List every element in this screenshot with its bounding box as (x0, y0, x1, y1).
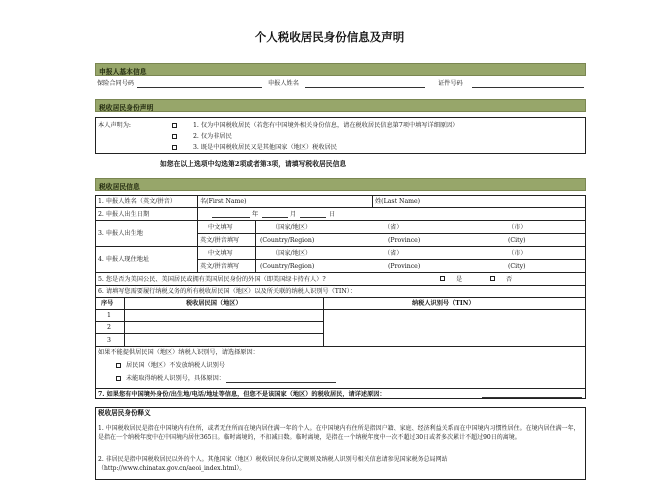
declaration-label: 本人声明为: (98, 122, 132, 129)
explanation-paragraph-1: 1. 中国税收居民是指在中国境内有住所，或者无住所而在境内居住满一年的个人。在中国境内有住所是指因户籍、家庭、经济利益关系而在中国境内习惯性居住。在境内居住满一年，是指在一个纳税年度中在中国境内居住365日。临时离境的，不扣减日数。临时离境，是指在一个纳税年度中一次不超过30日或者多次累计不超过90日的离境。 (98, 425, 580, 442)
birthplace-city-cn[interactable]: （市） (508, 224, 527, 231)
row4-label: 4. 申报人现住地址 (98, 256, 150, 263)
birthplace-cn-label: 中文填写 (208, 224, 233, 231)
section-header-basic: 申报人基本信息 (95, 63, 586, 76)
explanation-title: 税收居民身份释义 (98, 409, 151, 417)
birth-year-field[interactable] (212, 217, 250, 218)
explanation-paragraph-2: 2. 非居民是指中国税收居民以外的个人。其他国家（地区）税收居民身份认定规则及纳税人识别号相关信息请参见国家税务总局网站（http://www.chinatax.gov.cn/aeoi_index.html）。 (98, 456, 448, 473)
row2-label: 2. 申报人出生日期 (98, 211, 150, 218)
us-person-no-label: 否 (506, 276, 513, 283)
birthplace-city-en[interactable]: (City) (508, 237, 526, 244)
last-name-field[interactable]: 姓(Last Name) (375, 198, 421, 205)
first-name-field[interactable]: 名(First Name) (200, 198, 247, 205)
birthplace-country-en[interactable]: (Country/Region) (260, 237, 315, 244)
row7-label: 7. 如果您有中国境外身份/出生地/电话/地址等信息，但您不是该国家（地区）的税收居民，请详述原因： (98, 391, 386, 398)
applicant-name-label: 申报人姓名 (268, 80, 299, 87)
applicant-name-field[interactable] (305, 87, 425, 88)
no-tin-reason-2-checkbox[interactable] (116, 376, 121, 381)
row1-label: 1. 申报人姓名（英文/拼音） (98, 198, 177, 205)
birthplace-province-cn[interactable]: （省） (384, 224, 403, 231)
birthplace-province-en[interactable]: (Province) (388, 237, 421, 244)
no-tin-reason-1-text: 居民国（地区）不发放纳税人识别号 (126, 362, 225, 369)
birthplace-country-cn[interactable]: （国家/地区） (272, 224, 312, 231)
address-province-cn[interactable]: （省） (384, 250, 403, 257)
month-label: 月 (290, 211, 297, 218)
policy-number-label: 保险合同号码 (97, 80, 135, 87)
address-country-en[interactable]: (Country/Region) (260, 263, 315, 270)
col-header-tin: 纳税人识别号（TIN） (412, 300, 475, 307)
row3-label: 3. 申报人出生地 (98, 230, 143, 237)
birthplace-en-label: 英文/拼音填写 (200, 237, 240, 244)
section-header-info: 税收居民信息 (95, 178, 586, 191)
birth-month-field[interactable] (262, 217, 288, 218)
no-tin-reason-field[interactable] (226, 382, 336, 383)
row5-label: 5. 您是否为美国公民、美国居民或拥有美国居民身份的外国（即美国绿卡持有人）? (98, 276, 326, 283)
address-cn-label: 中文填写 (208, 250, 233, 257)
declaration-note: 如您在以上选项中勾选第2项或者第3项，请填写税收居民信息 (160, 160, 347, 168)
birth-day-field[interactable] (300, 217, 326, 218)
option-1-checkbox[interactable] (172, 123, 177, 128)
table-row-number: 1 (107, 312, 111, 319)
option-2-checkbox[interactable] (172, 134, 177, 139)
row6-label: 6. 请填写您需要履行纳税义务的所有税收居民国（地区）以及所关联的纳税人识别号（TIN）： (98, 288, 357, 295)
no-tin-reason-1-checkbox[interactable] (116, 363, 121, 368)
address-city-cn[interactable]: （市） (508, 250, 527, 257)
col-header-country: 税收居民国（地区） (186, 300, 242, 307)
year-label: 年 (252, 211, 259, 218)
us-person-yes-label: 是 (456, 276, 463, 283)
table-row-number: 3 (107, 337, 111, 344)
policy-number-field[interactable] (137, 87, 262, 88)
day-label: 日 (329, 211, 336, 218)
row7-field[interactable] (482, 397, 582, 398)
option-1-text: 1. 仅为中国税收居民（若您有中国境外相关身份信息，请在税收居民信息第7项中填写详细原因） (193, 122, 459, 129)
id-number-field[interactable] (472, 87, 584, 88)
id-number-label: 证件号码 (438, 80, 463, 87)
no-tin-label: 如果不能提供居民国（地区）纳税人识别号，请选择原因： (98, 349, 259, 356)
no-tin-reason-2-text: 未能取得纳税人识别号，具体原因： (126, 375, 225, 382)
address-province-en[interactable]: (Province) (388, 263, 421, 270)
section-header-declaration: 税收居民身份声明 (95, 99, 586, 112)
form-title: 个人税收居民身份信息及声明 (254, 30, 405, 44)
table-row-number: 2 (107, 324, 111, 331)
us-person-yes-checkbox[interactable] (440, 276, 445, 281)
address-en-label: 英文/拼音填写 (200, 263, 240, 270)
option-3-text: 3. 既是中国税收居民又是其他国家（地区）税收居民 (193, 144, 337, 151)
address-city-en[interactable]: (City) (508, 263, 526, 270)
option-3-checkbox[interactable] (172, 145, 177, 150)
us-person-no-checkbox[interactable] (490, 276, 495, 281)
col-header-no: 序号 (101, 300, 114, 307)
address-country-cn[interactable]: （国家/地区） (272, 250, 312, 257)
option-2-text: 2. 仅为非居民 (193, 133, 232, 140)
